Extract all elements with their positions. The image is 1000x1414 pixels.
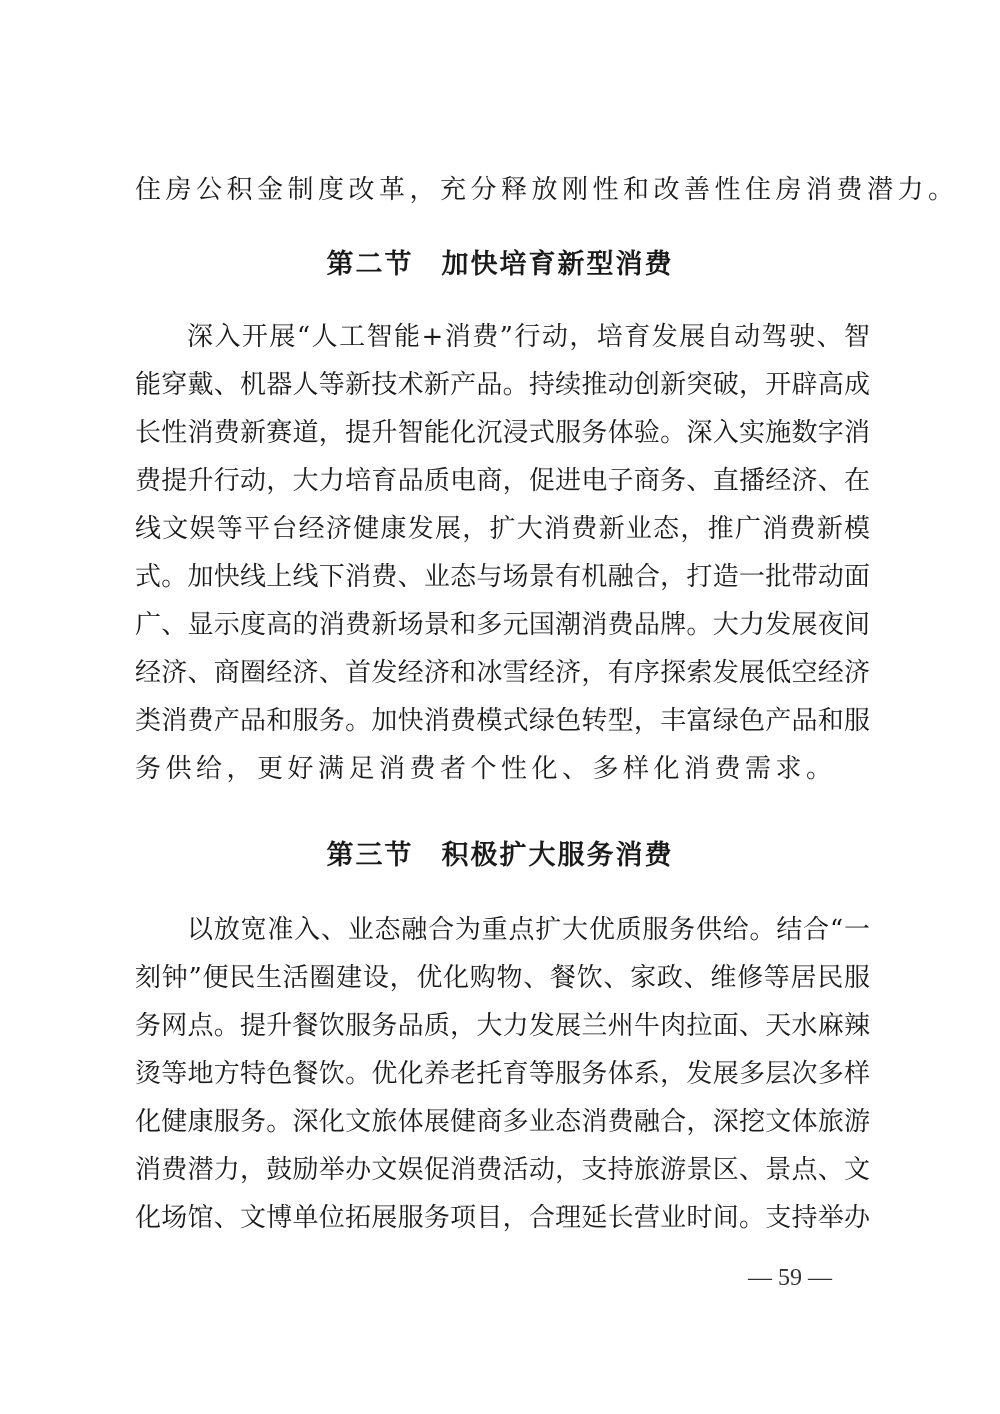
paragraph-line: 经济、商圈经济、首发经济和冰雪经济，有序探索发展低空经济 [135,658,870,688]
paragraph-line: 烫等地方特色餐饮。优化养老托育等服务体系，发展多层次多样 [135,1059,870,1089]
paragraph-line: 住房公积金制度改革，充分释放刚性和改善性住房消费潜力。 [135,175,959,205]
section-title: 积极扩大服务消费 [441,840,674,871]
paragraph-line: 能穿戴、机器人等新技术新产品。持续推动创新突破，开辟高成 [135,370,870,400]
paragraph-line: 类消费产品和服务。加快消费模式绿色转型，丰富绿色产品和服 [135,706,870,736]
paragraph-line: 以放宽准入、业态融合为重点扩大优质服务供给。结合“一 [187,915,870,945]
section-heading [0,245,1000,285]
paragraph-line: 化场馆、文博单位拓展服务项目，合理延长营业时间。支持举办 [135,1203,870,1233]
paragraph-line: 式。加快线上线下消费、业态与场景有机融合，打造一批带动面 [135,562,870,592]
section-number: 第二节 [326,249,414,280]
paragraph-line: 刻钟”便民生活圈建设，优化购物、餐饮、家政、维修等居民服 [135,963,870,993]
paragraph-line: 深入开展“人工智能+消费”行动，培育发展自动驾驶、智 [187,322,870,352]
section-title: 加快培育新型消费 [441,249,674,280]
paragraph-line: 费提升行动，大力培育品质电商，促进电子商务、直播经济、在 [135,466,870,496]
paragraph-line: 消费潜力，鼓励举办文娱促消费活动，支持旅游景区、景点、文 [135,1155,870,1185]
section-number: 第三节 [326,840,414,871]
paragraph-line: 长性消费新赛道，提升智能化沉浸式服务体验。深入实施数字消 [135,418,870,448]
paragraph-line: 广、显示度高的消费新场景和多元国潮消费品牌。大力发展夜间 [135,610,870,640]
paragraph-line: 线文娱等平台经济健康发展，扩大消费新业态，推广消费新模 [135,514,870,544]
paragraph-line: 化健康服务。深化文旅体展健商多业态消费融合，深挖文体旅游 [135,1107,870,1137]
paragraph-line: 务供给，更好满足消费者个性化、多样化消费需求。 [135,754,837,784]
paragraph-line: 务网点。提升餐饮服务品质，大力发展兰州牛肉拉面、天水麻辣 [135,1011,870,1041]
section-heading [0,836,1000,876]
page-number: — 59 — [748,1265,832,1291]
